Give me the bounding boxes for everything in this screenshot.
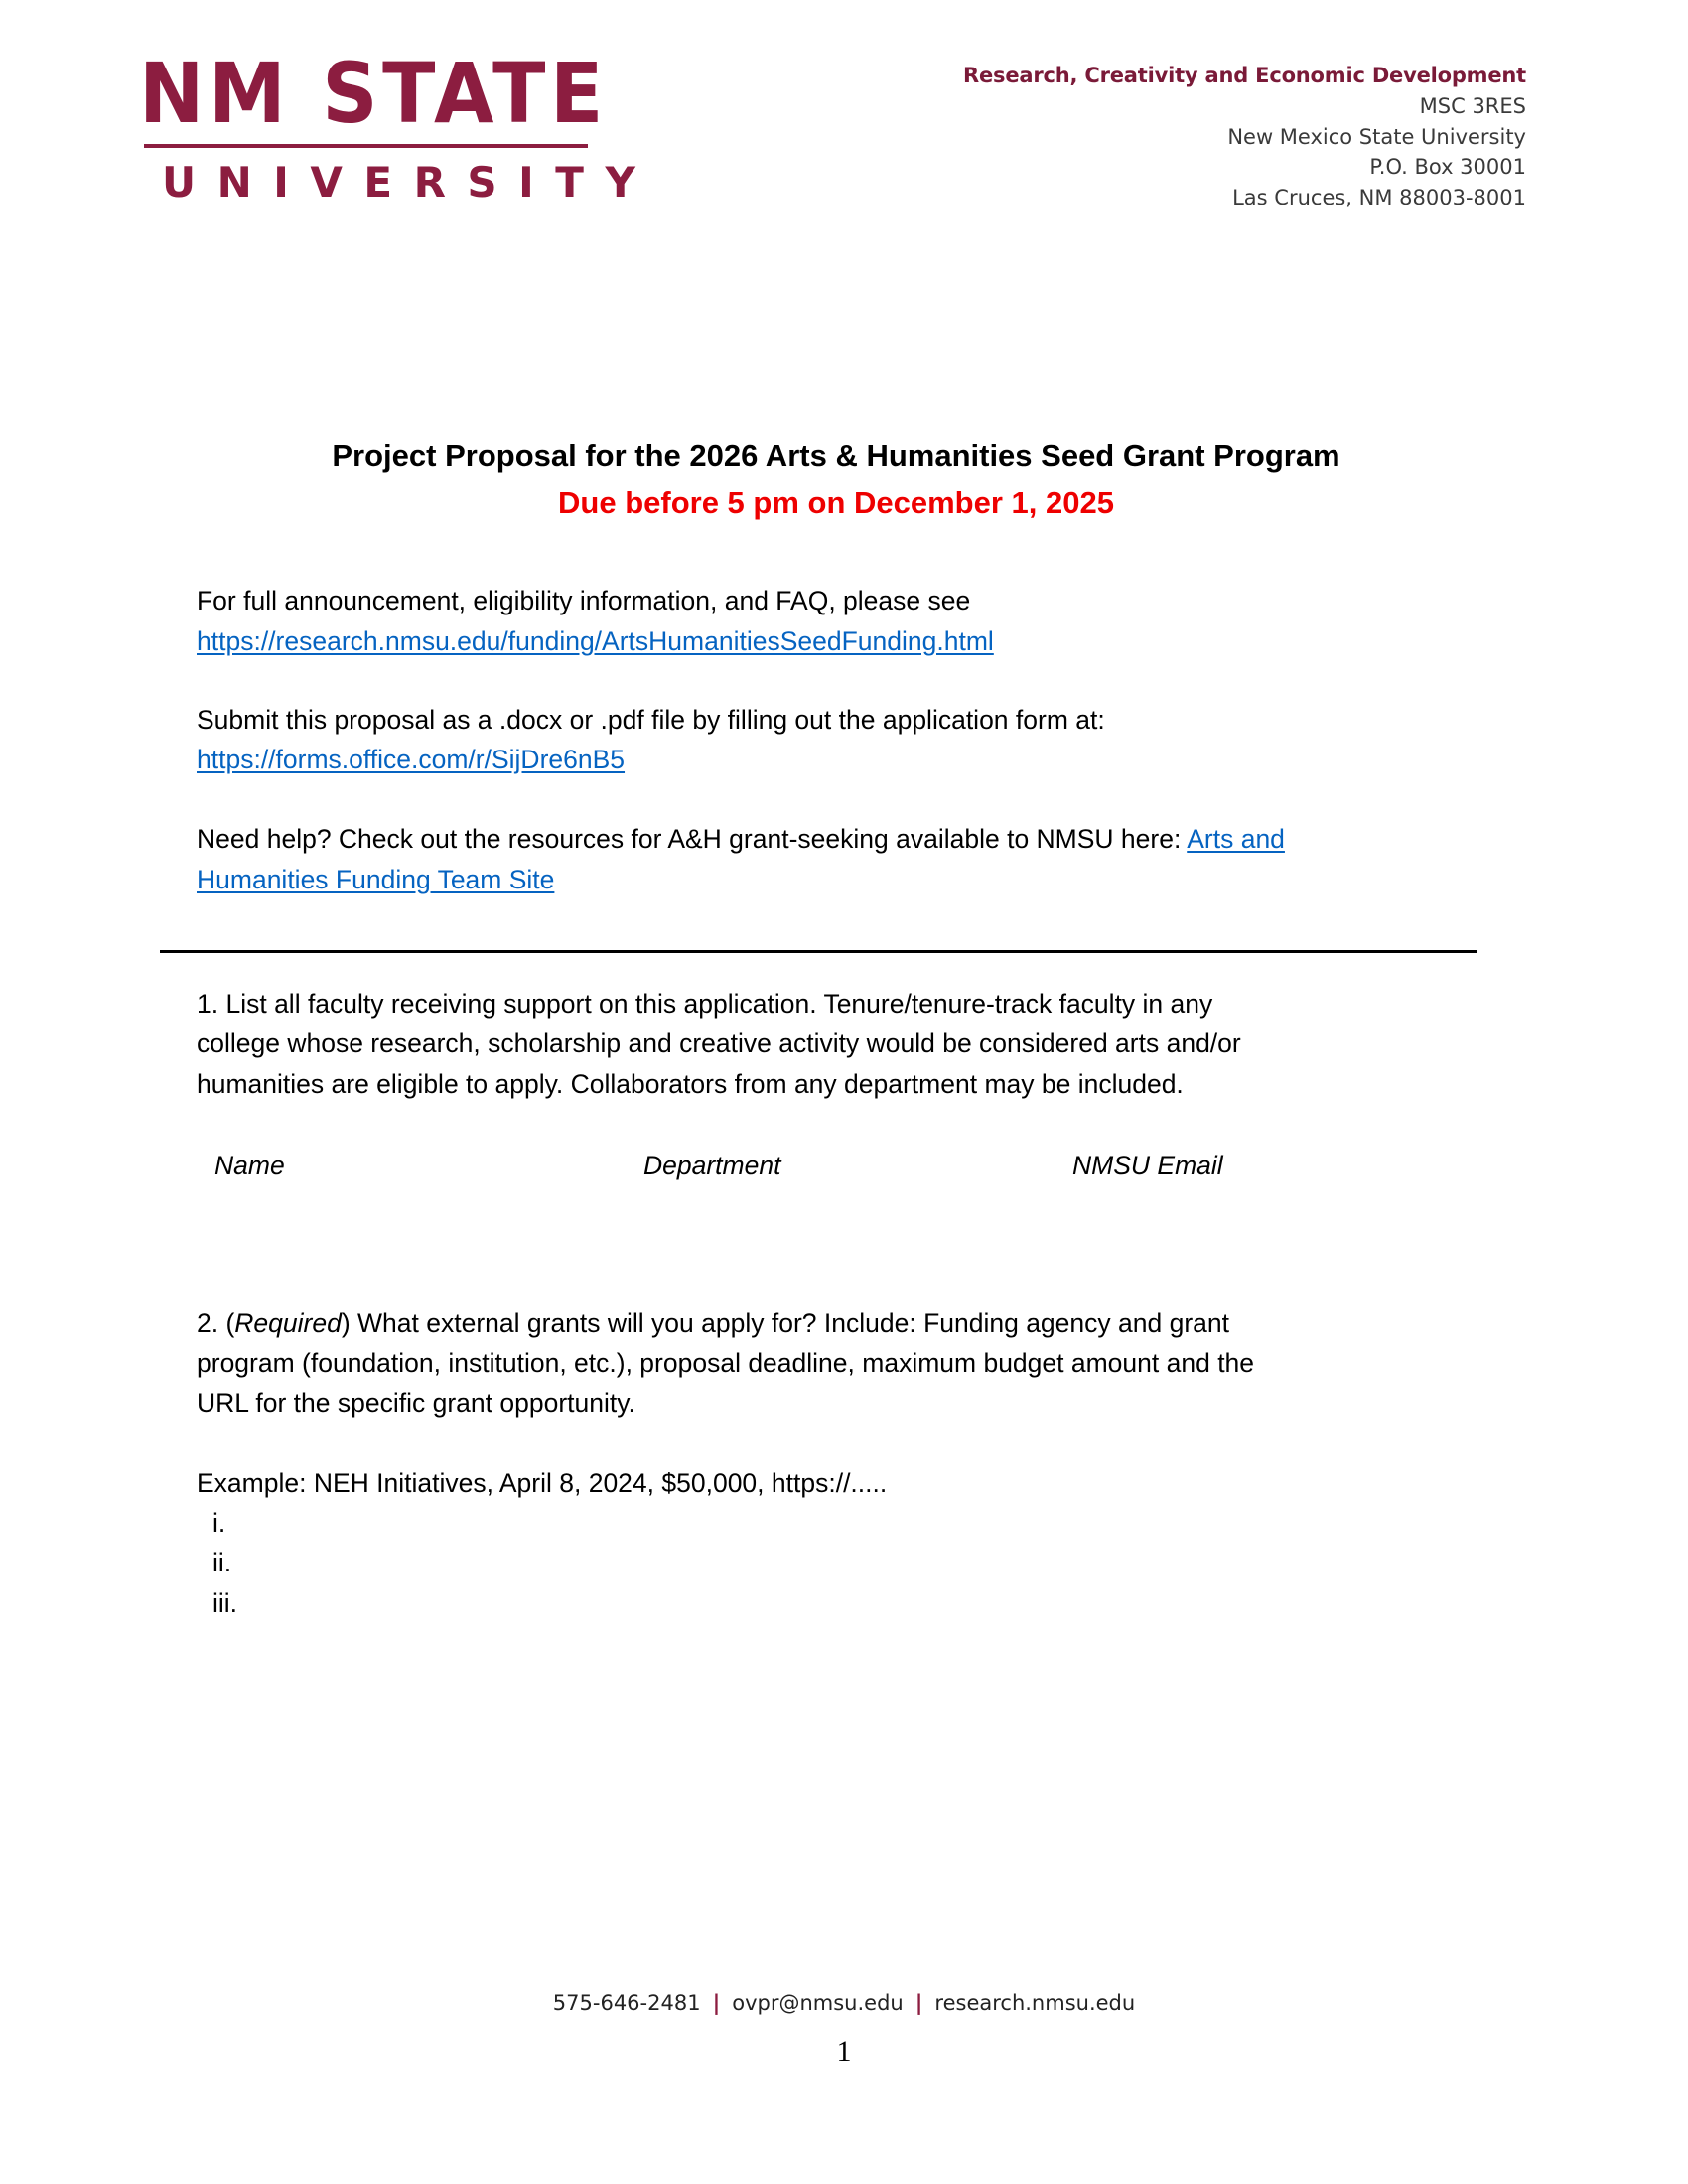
- q1-line: humanities are eligible to apply. Collaborators from any department may be included.: [197, 1069, 1184, 1099]
- footer-email: ovpr@nmsu.edu: [732, 1991, 904, 2015]
- due-date: Due before 5 pm on December 1, 2025: [558, 485, 1114, 520]
- q2-line: [197, 1310, 1229, 1337]
- logo-nm-state: NM STATE: [139, 45, 609, 142]
- footer-website: research.nmsu.edu: [934, 1991, 1136, 2015]
- required-label: Required: [234, 1308, 342, 1338]
- submit-text: Submit this proposal as a .docx or .pdf file by filling out the application form at:: [197, 705, 1105, 735]
- q2-prefix: 2. (: [197, 1308, 235, 1338]
- q2-line: URL for the specific grant opportunity.: [197, 1388, 635, 1418]
- funding-team-site-link-cont[interactable]: Humanities Funding Team Site: [197, 865, 555, 894]
- column-header-name: Name: [214, 1151, 285, 1180]
- list-item: ii.: [212, 1548, 232, 1577]
- footer-separator: |: [914, 1991, 923, 2015]
- funding-team-site-link[interactable]: Arts and: [1187, 824, 1285, 854]
- list-item: i.: [212, 1508, 226, 1538]
- address-line: New Mexico State University: [1227, 125, 1526, 149]
- document-title: Project Proposal for the 2026 Arts & Humanities Seed Grant Program: [332, 438, 1340, 473]
- section-divider: [160, 950, 1477, 953]
- info-text: For full announcement, eligibility information, and FAQ, please see: [197, 586, 971, 615]
- footer-phone: 575-646-2481: [552, 1991, 701, 2015]
- office-name: Research, Creativity and Economic Development: [963, 64, 1526, 87]
- q2-text: ) What external grants will you apply for? Include: Funding agency and grant: [341, 1308, 1229, 1338]
- help-paragraph: [197, 826, 1285, 853]
- logo-divider: [144, 144, 588, 148]
- footer-separator: |: [712, 1991, 721, 2015]
- list-item: iii.: [212, 1588, 238, 1618]
- q1-line: 1. List all faculty receiving support on this application. Tenure/tenure-track faculty in any: [197, 989, 1213, 1019]
- q2-line: program (foundation, institution, etc.), proposal deadline, maximum budget amount and the: [197, 1348, 1255, 1378]
- address-line: MSC 3RES: [1419, 94, 1526, 118]
- column-header-email: NMSU Email: [1072, 1151, 1223, 1180]
- address-line: P.O. Box 30001: [1369, 155, 1526, 179]
- footer-contact: [0, 1993, 1688, 2014]
- q1-line: college whose research, scholarship and creative activity would be considered arts and/or: [197, 1028, 1241, 1058]
- application-form-link[interactable]: https://forms.office.com/r/SijDre6nB5: [197, 745, 626, 774]
- address-line: Las Cruces, NM 88003-8001: [1232, 186, 1526, 209]
- announcement-link[interactable]: https://research.nmsu.edu/funding/ArtsHumanitiesSeedFunding.html: [197, 626, 994, 656]
- example-text: Example: NEH Initiatives, April 8, 2024, $50,000, https://.....: [197, 1468, 888, 1498]
- page-number: 1: [836, 2035, 852, 2068]
- help-text: Need help? Check out the resources for A&H grant-seeking available to NMSU here:: [197, 824, 1188, 854]
- logo-university: UNIVERSITY: [162, 158, 657, 206]
- column-header-department: Department: [643, 1151, 781, 1180]
